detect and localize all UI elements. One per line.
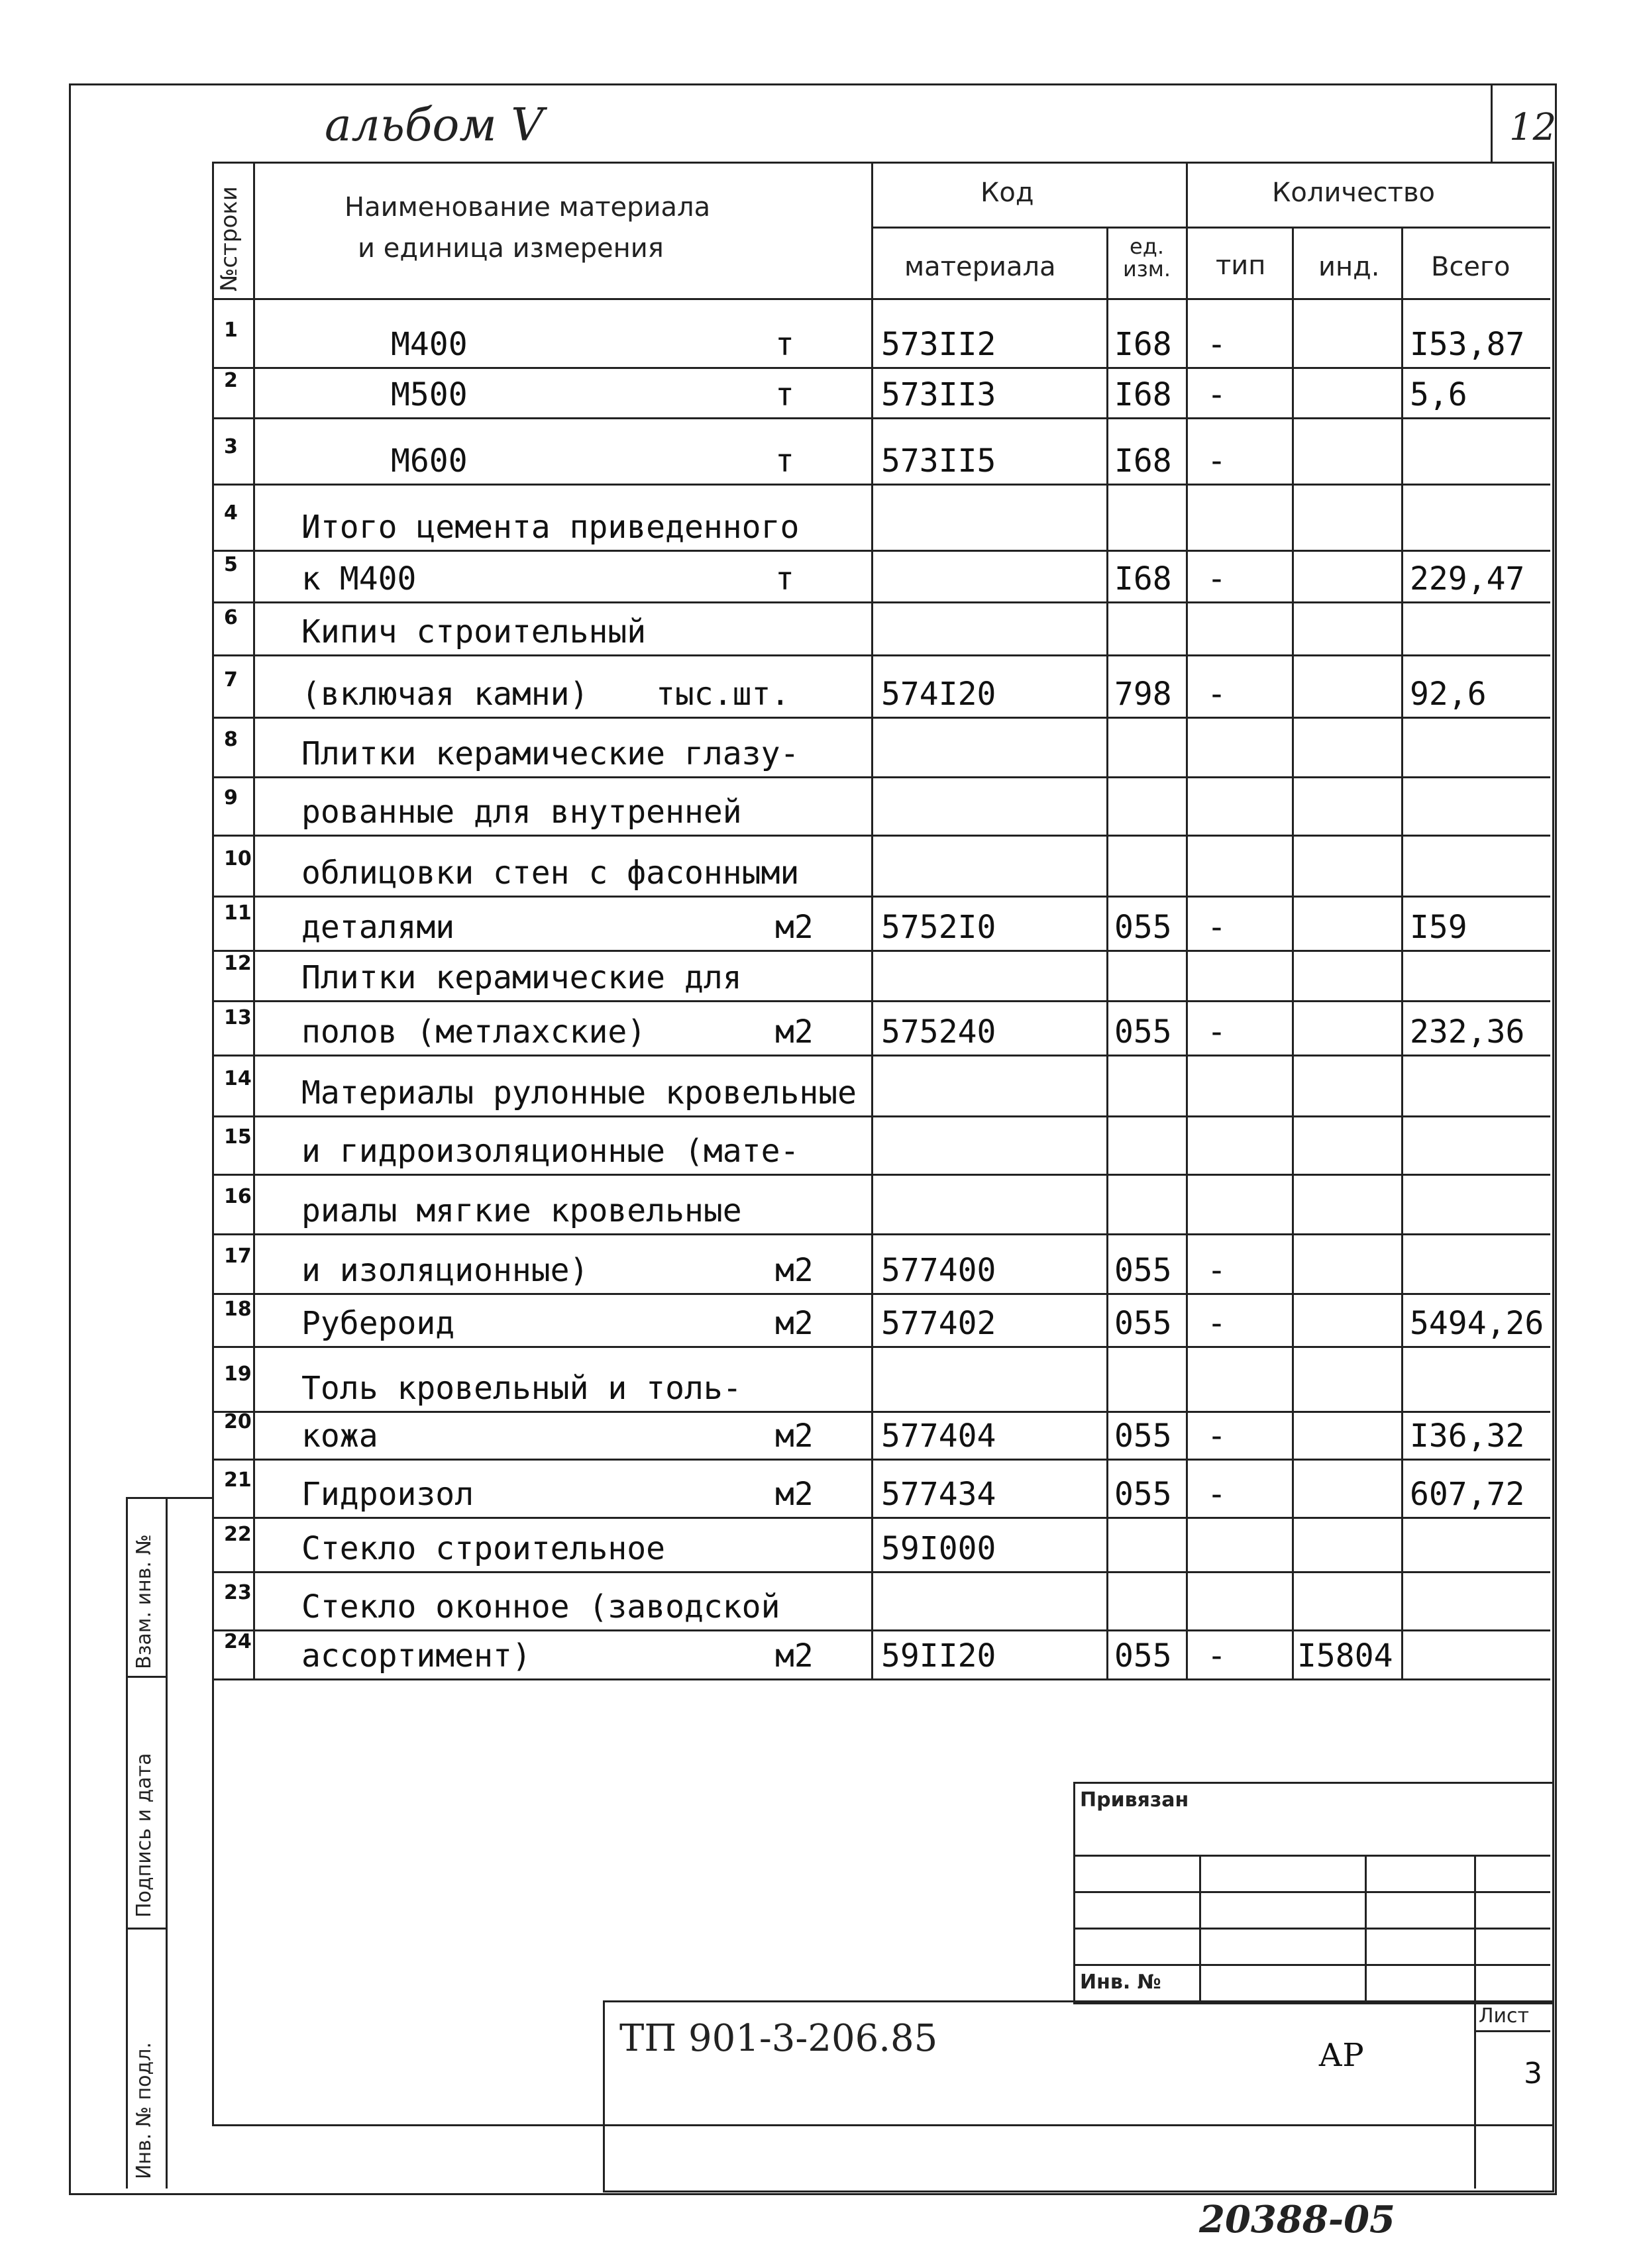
row-separator	[212, 1346, 1550, 1348]
stamp-privyazan: Привязан	[1080, 1788, 1189, 1812]
cell-type: -	[1207, 376, 1226, 413]
row-separator	[212, 601, 1550, 603]
title-block-sheet-divider	[1474, 2000, 1476, 2189]
cell-unit: тыс.шт.	[656, 676, 790, 713]
cell-n: 20	[224, 1410, 252, 1433]
row-separator	[212, 1411, 1550, 1413]
cell-n: 11	[224, 902, 252, 925]
cell-name: и гидроизоляционные (мате-	[301, 1133, 800, 1170]
row-separator	[212, 1233, 1550, 1235]
row-separator	[212, 1571, 1550, 1573]
cell-name: риалы мягкие кровельные	[301, 1192, 742, 1229]
cell-unit: т	[775, 442, 794, 480]
cell-name: полов (метлахские)	[301, 1013, 647, 1051]
row-separator	[212, 550, 1550, 552]
sheet-number: 3	[1524, 2057, 1542, 2090]
doc-code: ТП 901-3-206.85	[619, 2017, 938, 2060]
cell-code: 59I000	[881, 1530, 996, 1567]
cell-ucode: 055	[1114, 1476, 1172, 1513]
side-label-podpis: Подпись и дата	[132, 1753, 156, 1918]
cell-name: М500	[391, 376, 468, 413]
cell-type: -	[1207, 909, 1226, 946]
cell-type: -	[1207, 676, 1226, 713]
stamp-vline-2	[1365, 1855, 1367, 2000]
cell-name: Итого цемента приведенного	[301, 509, 800, 546]
cell-name: к М400	[301, 560, 417, 597]
row-separator	[212, 1678, 1550, 1680]
cell-type: -	[1207, 1637, 1226, 1675]
row-separator	[212, 654, 1550, 656]
cell-n: 7	[224, 668, 238, 692]
cell-n: 5	[224, 553, 238, 576]
cell-ucode: I68	[1114, 560, 1172, 597]
cell-type: -	[1207, 1305, 1226, 1342]
cell-name: (включая камни)	[301, 676, 589, 713]
cell-type: -	[1207, 1013, 1226, 1051]
row-separator	[212, 1055, 1550, 1057]
cell-n: 4	[224, 501, 238, 525]
header-code: Код	[980, 178, 1034, 208]
sheet-label: Лист	[1479, 2004, 1530, 2028]
album-label: альбом V	[325, 99, 544, 152]
header-name-line2: и единица измерения	[358, 233, 664, 264]
cell-name: деталями	[301, 909, 455, 946]
cell-type: -	[1207, 442, 1226, 480]
cell-unit: м2	[775, 1637, 814, 1675]
cell-n: 3	[224, 435, 238, 458]
cell-unit: т	[775, 326, 794, 363]
stamp-line-2	[1073, 1891, 1550, 1893]
row-separator	[212, 1293, 1550, 1295]
cell-n: 6	[224, 606, 238, 629]
col-line-rownum	[253, 162, 255, 1678]
cell-name: М600	[391, 442, 468, 480]
cell-total: I53,87	[1410, 326, 1525, 363]
row-separator	[212, 367, 1550, 369]
cell-unit: м2	[775, 1305, 814, 1342]
header-sub-line	[871, 227, 1550, 229]
row-separator	[212, 417, 1550, 419]
cell-n: 19	[224, 1363, 252, 1386]
cell-code: 573II3	[881, 376, 996, 413]
cell-n: 2	[224, 369, 238, 392]
cell-unit: м2	[775, 909, 814, 946]
header-row-no: №строки	[216, 186, 242, 291]
cell-name: и изоляционные)	[301, 1252, 589, 1289]
col-line-ind	[1292, 227, 1294, 1678]
cell-n: 13	[224, 1006, 252, 1029]
row-separator	[212, 896, 1550, 898]
cell-ucode: I68	[1114, 326, 1172, 363]
page-number: 12	[1509, 106, 1557, 149]
cell-name: Толь кровельный и толь-	[301, 1370, 742, 1407]
cell-ucode: 055	[1114, 1252, 1172, 1289]
stamp-inv-no: Инв. №	[1080, 1971, 1161, 1994]
cell-ucode: 055	[1114, 1305, 1172, 1342]
cell-unit: м2	[775, 1013, 814, 1051]
cell-code: 574I20	[881, 676, 996, 713]
cell-total: 607,72	[1410, 1476, 1525, 1513]
cell-ucode: 798	[1114, 676, 1172, 713]
cell-n: 15	[224, 1125, 252, 1149]
cell-total: 229,47	[1410, 560, 1525, 597]
cell-code: 573II5	[881, 442, 996, 480]
cell-unit: т	[775, 376, 794, 413]
cell-type: -	[1207, 1476, 1226, 1513]
cell-n: 8	[224, 728, 238, 751]
cell-name: Рубероид	[301, 1305, 455, 1342]
cell-total: 5494,26	[1410, 1305, 1544, 1342]
cell-name: Кипич строительный	[301, 613, 647, 650]
cell-code: 59II20	[881, 1637, 996, 1675]
cell-total: 92,6	[1410, 676, 1487, 713]
cell-n: 18	[224, 1298, 252, 1321]
header-bottom-line	[212, 298, 1550, 300]
header-qty-type: тип	[1216, 250, 1266, 281]
side-label-vzam: Взам. инв. №	[132, 1534, 156, 1669]
row-separator	[212, 950, 1550, 952]
cell-ucode: 055	[1114, 1013, 1172, 1051]
page-number-divider	[1491, 83, 1493, 162]
cell-code: 573II2	[881, 326, 996, 363]
col-line-total	[1401, 227, 1403, 1678]
cell-ucode: 055	[1114, 909, 1172, 946]
side-block-left	[126, 1497, 128, 2189]
cell-ind: I5804	[1297, 1637, 1393, 1675]
cell-code: 577402	[881, 1305, 996, 1342]
row-separator	[212, 1629, 1550, 1631]
side-block-sep1	[126, 1676, 166, 1678]
cell-n: 16	[224, 1185, 252, 1208]
cell-name: ассортимент)	[301, 1637, 531, 1675]
cell-n: 21	[224, 1469, 252, 1492]
cell-unit: м2	[775, 1252, 814, 1289]
cell-name: Стекло оконное (заводской	[301, 1588, 780, 1625]
header-name-line1: Наименование материала	[344, 192, 711, 223]
row-separator	[212, 1459, 1550, 1461]
cell-name: Стекло строительное	[301, 1530, 666, 1567]
stamp-line-3	[1073, 1928, 1550, 1930]
row-separator	[212, 776, 1550, 778]
stamp-vline-3	[1474, 1855, 1476, 2000]
title-block-sheet-line	[1474, 2030, 1550, 2032]
section-code: АР	[1318, 2037, 1364, 2074]
cell-ucode: I68	[1114, 442, 1172, 480]
cell-total: 232,36	[1410, 1013, 1525, 1051]
row-separator	[212, 1115, 1550, 1117]
cell-type: -	[1207, 1418, 1226, 1455]
cell-n: 12	[224, 952, 252, 975]
cell-unit: м2	[775, 1418, 814, 1455]
cell-n: 1	[224, 319, 238, 342]
cell-name: Материалы рулонные кровельные	[301, 1074, 857, 1111]
side-block-top	[126, 1497, 212, 1499]
cell-ucode: 055	[1114, 1637, 1172, 1675]
cell-code: 577404	[881, 1418, 996, 1455]
cell-name: Гидроизол	[301, 1476, 474, 1513]
stamp-line-1	[1073, 1855, 1550, 1857]
cell-n: 23	[224, 1581, 252, 1604]
cell-n: 10	[224, 847, 252, 870]
cell-code: 577400	[881, 1252, 996, 1289]
row-separator	[212, 1517, 1550, 1519]
header-quantity: Количество	[1272, 178, 1436, 208]
cell-n: 9	[224, 786, 238, 809]
cell-n: 22	[224, 1523, 252, 1546]
cell-total: 5,6	[1410, 376, 1467, 413]
cell-n: 24	[224, 1630, 252, 1653]
cell-n: 17	[224, 1245, 252, 1268]
col-line-code	[871, 162, 873, 1678]
cell-unit: т	[775, 560, 794, 597]
stamp-line-4	[1073, 1964, 1550, 1966]
cell-code: 575240	[881, 1013, 996, 1051]
row-separator	[212, 1174, 1550, 1176]
header-qty-ind: инд.	[1318, 252, 1380, 282]
col-line-type	[1186, 162, 1188, 1678]
cell-name: рованные для внутренней	[301, 794, 742, 831]
cell-code: 577434	[881, 1476, 996, 1513]
row-separator	[212, 1000, 1550, 1002]
cell-code: 5752I0	[881, 909, 996, 946]
stamp-vline-1	[1199, 1855, 1201, 2000]
cell-name: Плитки керамические глазу-	[301, 735, 800, 772]
col-line-unit	[1106, 227, 1108, 1678]
cell-name: Плитки керамические для	[301, 959, 742, 996]
cell-n: 14	[224, 1067, 252, 1090]
cell-type: -	[1207, 560, 1226, 597]
side-label-inv: Инв. № подл.	[132, 2042, 156, 2179]
side-block-sep2	[126, 1928, 166, 1930]
header-code-material: материала	[904, 252, 1056, 282]
cell-ucode: 055	[1114, 1418, 1172, 1455]
cell-type: -	[1207, 1252, 1226, 1289]
cell-ucode: I68	[1114, 376, 1172, 413]
header-code-unit: ед. изм.	[1122, 234, 1171, 282]
cell-name: кожа	[301, 1418, 378, 1455]
row-separator	[212, 835, 1550, 837]
row-separator	[212, 484, 1550, 486]
cell-total: I59	[1410, 909, 1467, 946]
header-qty-total: Всего	[1431, 252, 1510, 282]
cell-name: облицовки стен с фасонными	[301, 854, 800, 892]
cell-unit: м2	[775, 1476, 814, 1513]
row-separator	[212, 717, 1550, 719]
side-block-mid	[166, 1497, 168, 2189]
cell-name: М400	[391, 326, 468, 363]
archive-number: 20388-05	[1199, 2198, 1395, 2242]
cell-total: I36,32	[1410, 1418, 1525, 1455]
cell-type: -	[1207, 326, 1226, 363]
